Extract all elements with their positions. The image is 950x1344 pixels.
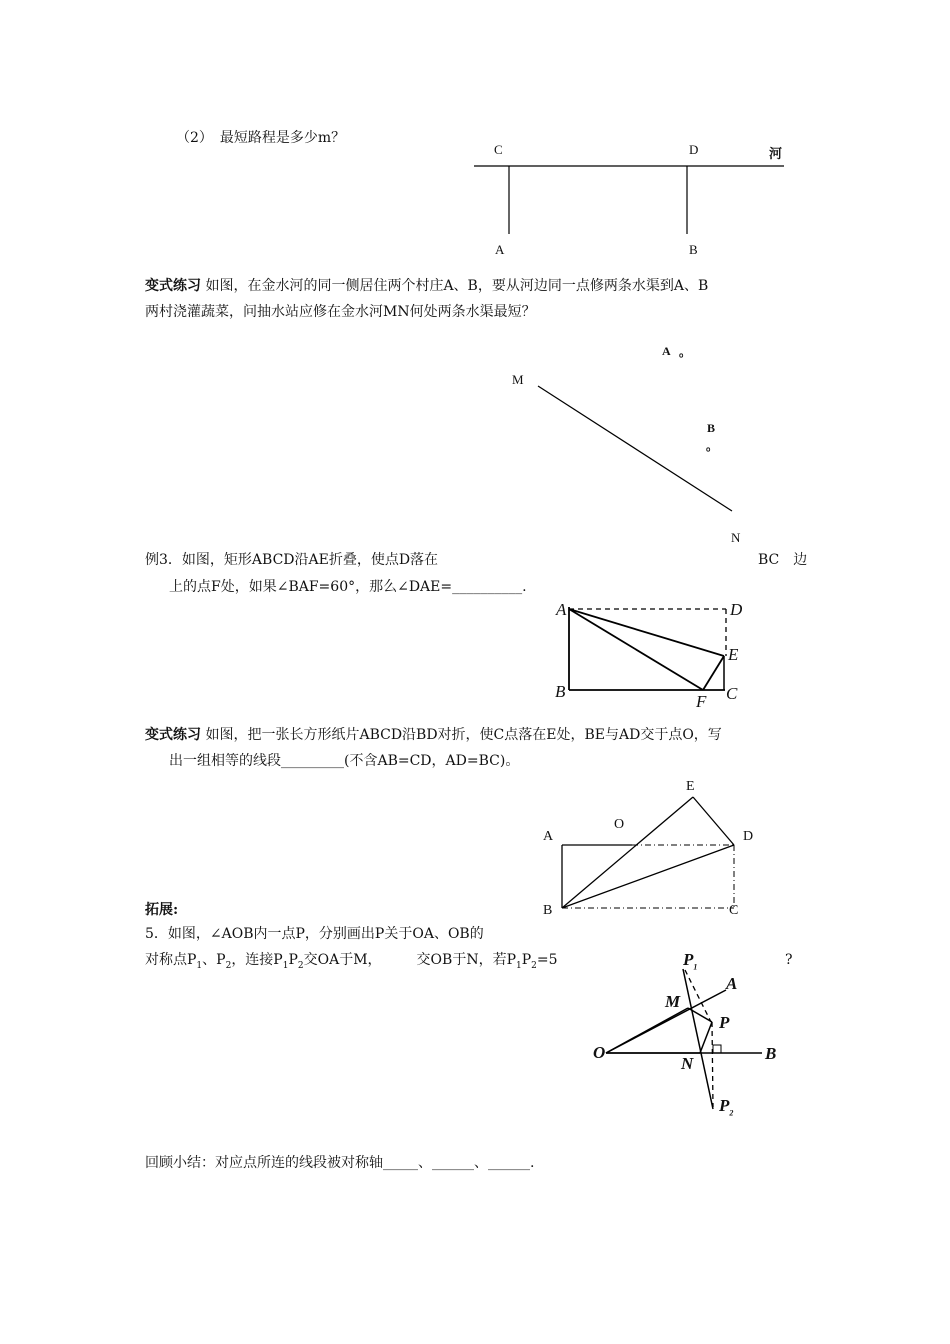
example-3-line-2: 上的点F处，如果∠BAF=60°，那么∠DAE=__________. [169, 579, 527, 595]
label-e: E [686, 779, 695, 794]
label-a: A [543, 829, 554, 844]
variant-1-line-1: 变式练习 如图，在金水河的同一侧居住两个村庄A、B，要从河边同一点修两条水渠到A、B [145, 278, 709, 294]
label-n: N [731, 530, 741, 545]
segment-mp [688, 1008, 712, 1022]
label-d: D [730, 600, 743, 619]
label-b: B [689, 242, 698, 257]
label-o: O [614, 817, 625, 832]
label-m: M [512, 372, 524, 387]
label-m: M [665, 992, 681, 1011]
label-f: F [696, 692, 707, 711]
label-p: P [719, 1013, 730, 1032]
example-3-line-1: 例3．如图，矩形ABCD沿AE折叠，使点D落在 [145, 552, 439, 568]
segment-p1p2 [683, 969, 713, 1109]
label-a: A [556, 600, 567, 619]
extension-line-2-tail: ? [785, 952, 793, 968]
label-a: A [495, 242, 505, 257]
label-village-a: A [662, 344, 671, 358]
point-b-dot: 。 [706, 439, 719, 453]
segment-pn [700, 1022, 712, 1053]
dashed-pp2 [712, 1022, 713, 1107]
label-d: D [743, 829, 754, 844]
label-c: C [494, 142, 503, 157]
question-2: （2） 最短路程是多少m？ [176, 130, 346, 146]
label-a: A [726, 974, 738, 993]
extension-line-2: 对称点$P_1$、$P_2$，连接$P_1P_2$交OA于M， 交OB于N，若$P_1P_2=5$ [145, 952, 558, 971]
label-b: B [543, 903, 553, 918]
label-p1: $P_1$ [683, 950, 698, 972]
label-d: D [689, 142, 699, 157]
extension-title: 拓展: [145, 902, 179, 918]
extension-line-1: 5．如图，∠AOB内一点P，分别画出P关于OA、OB的 [145, 926, 484, 942]
label-p2: $P_2$ [719, 1096, 734, 1118]
label-o: O [593, 1043, 606, 1062]
label-e: E [728, 645, 739, 664]
label-b: B [765, 1044, 777, 1063]
example-3-line-1-end: BC 边 [758, 552, 808, 568]
label-village-b: B [707, 421, 716, 435]
summary: 回顾小结：对应点所连的线段被对称轴_____、______、______. [145, 1155, 535, 1171]
segment-om [606, 1008, 688, 1053]
variant-1-tag: 变式练习 [145, 278, 201, 294]
label-n: N [681, 1054, 694, 1073]
label-river: 河 [769, 146, 783, 161]
variant-2-line-1: 变式练习 如图，把一张长方形纸片ABCD沿BD对折，使C点落在E处，BE与AD交于点O，写 [145, 727, 722, 743]
label-c: C [726, 684, 738, 703]
variant-2-line-2: 出一组相等的线段_________(不含AB=CD，AD=BC)。 [169, 753, 520, 769]
variant-2-tag: 变式练习 [145, 727, 201, 743]
point-a-dot: 。 [679, 345, 692, 359]
label-b: B [555, 682, 566, 701]
label-c: C [729, 903, 739, 918]
right-angle-mark [713, 1045, 721, 1053]
variant-1-line-2: 两村浇灌蔬菜，问抽水站应修在金水河MN何处两条水渠最短？ [145, 304, 536, 320]
